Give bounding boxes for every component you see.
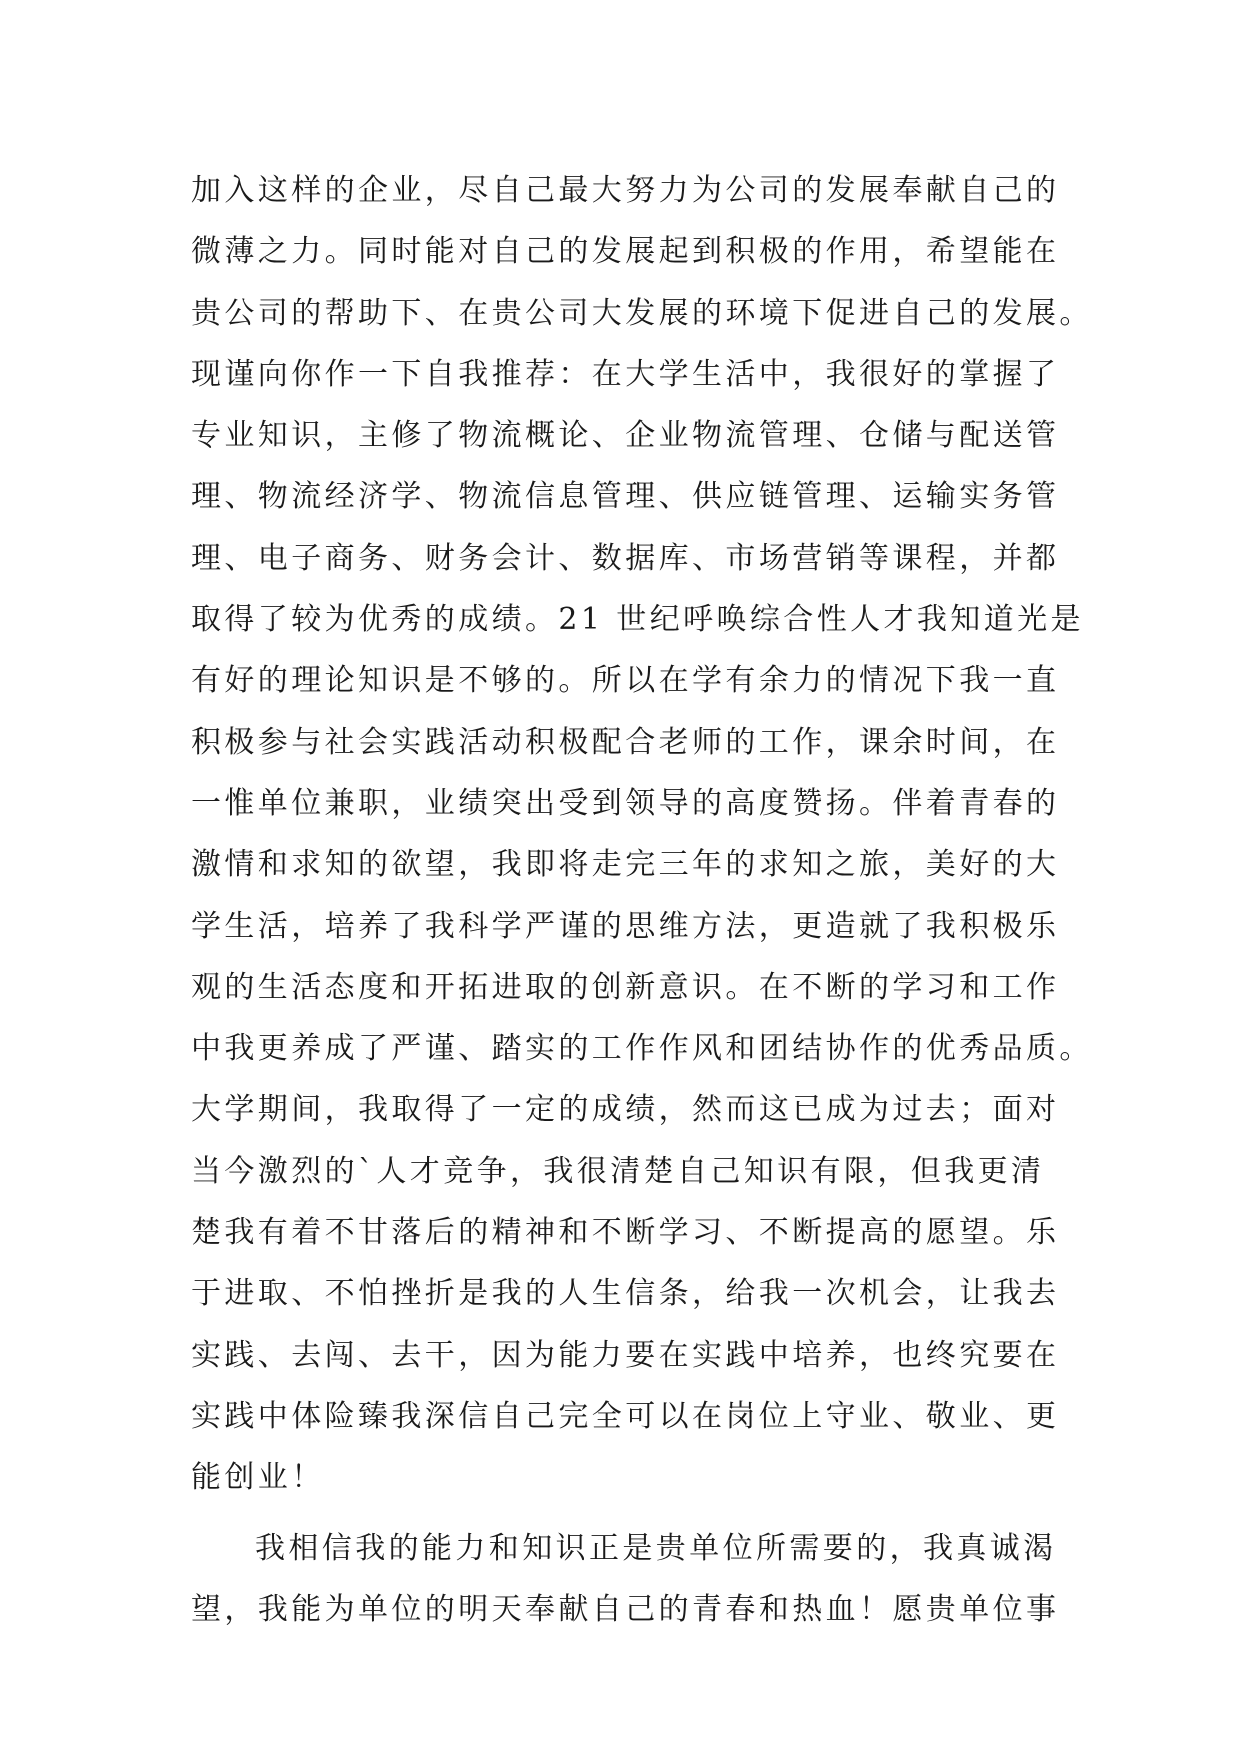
text-line: 望，我能为单位的明天奉献自己的青春和热血！愿贵单位事 bbox=[191, 1591, 1060, 1627]
text-line: 理、电子商务、财务会计、数据库、市场营销等课程，并都 bbox=[191, 540, 1060, 576]
text-line: 专业知识，主修了物流概论、企业物流管理、仓储与配送管 bbox=[191, 418, 1060, 454]
text-line: 楚我有着不甘落后的精神和不断学习、不断提高的愿望。乐 bbox=[191, 1215, 1060, 1251]
text-line: 大学期间，我取得了一定的成绩，然而这已成为过去；面对 bbox=[191, 1092, 1060, 1128]
text-line: 积极参与社会实践活动积极配合老师的工作，课余时间，在 bbox=[191, 724, 1060, 760]
text-line: 现谨向你作一下自我推荐：在大学生活中，我很好的掌握了 bbox=[191, 356, 1060, 392]
text-line: 中我更养成了严谨、踏实的工作作风和团结协作的优秀品质。 bbox=[191, 1031, 1093, 1067]
paragraph-2 bbox=[191, 1518, 1071, 1641]
text-line: 一惟单位兼职，业绩突出受到领导的高度赞扬。伴着青春的 bbox=[191, 785, 1060, 821]
text-line: 我相信我的能力和知识正是贵单位所需要的，我真诚渴 bbox=[255, 1530, 1057, 1566]
text-line: 取得了较为优秀的成绩。21 世纪呼唤综合性人才我知道光是 bbox=[191, 602, 1084, 638]
text-line: 当今激烈的`人才竞争，我很清楚自己知识有限，但我更清 bbox=[191, 1153, 1045, 1189]
text-line: 微薄之力。同时能对自己的发展起到积极的作用，希望能在 bbox=[191, 234, 1060, 270]
text-line: 激情和求知的欲望，我即将走完三年的求知之旅，美好的大 bbox=[191, 847, 1060, 883]
text-line: 于进取、不怕挫折是我的人生信条，给我一次机会，让我去 bbox=[191, 1276, 1060, 1312]
text-line: 观的生活态度和开拓进取的创新意识。在不断的学习和工作 bbox=[191, 969, 1060, 1005]
text-line: 理、物流经济学、物流信息管理、供应链管理、运输实务管 bbox=[191, 479, 1060, 515]
text-line: 有好的理论知识是不够的。所以在学有余力的情况下我一直 bbox=[191, 663, 1060, 699]
text-line: 实践、去闯、去干，因为能力要在实践中培养，也终究要在 bbox=[191, 1337, 1060, 1373]
letter-body bbox=[191, 160, 1093, 1640]
text-line: 能创业！ bbox=[191, 1460, 325, 1496]
text-line: 加入这样的企业，尽自己最大努力为公司的发展奉献自己的 bbox=[191, 173, 1060, 208]
text-line: 实践中体险臻我深信自己完全可以在岗位上守业、敬业、更 bbox=[191, 1398, 1060, 1434]
paragraph-spacer bbox=[191, 1509, 1071, 1518]
text-line: 贵公司的帮助下、在贵公司大发展的环境下促进自己的发展。 bbox=[191, 295, 1093, 331]
paragraph-1 bbox=[191, 160, 1093, 1509]
text-line: 学生活，培养了我科学严谨的思维方法，更造就了我积极乐 bbox=[191, 908, 1060, 944]
